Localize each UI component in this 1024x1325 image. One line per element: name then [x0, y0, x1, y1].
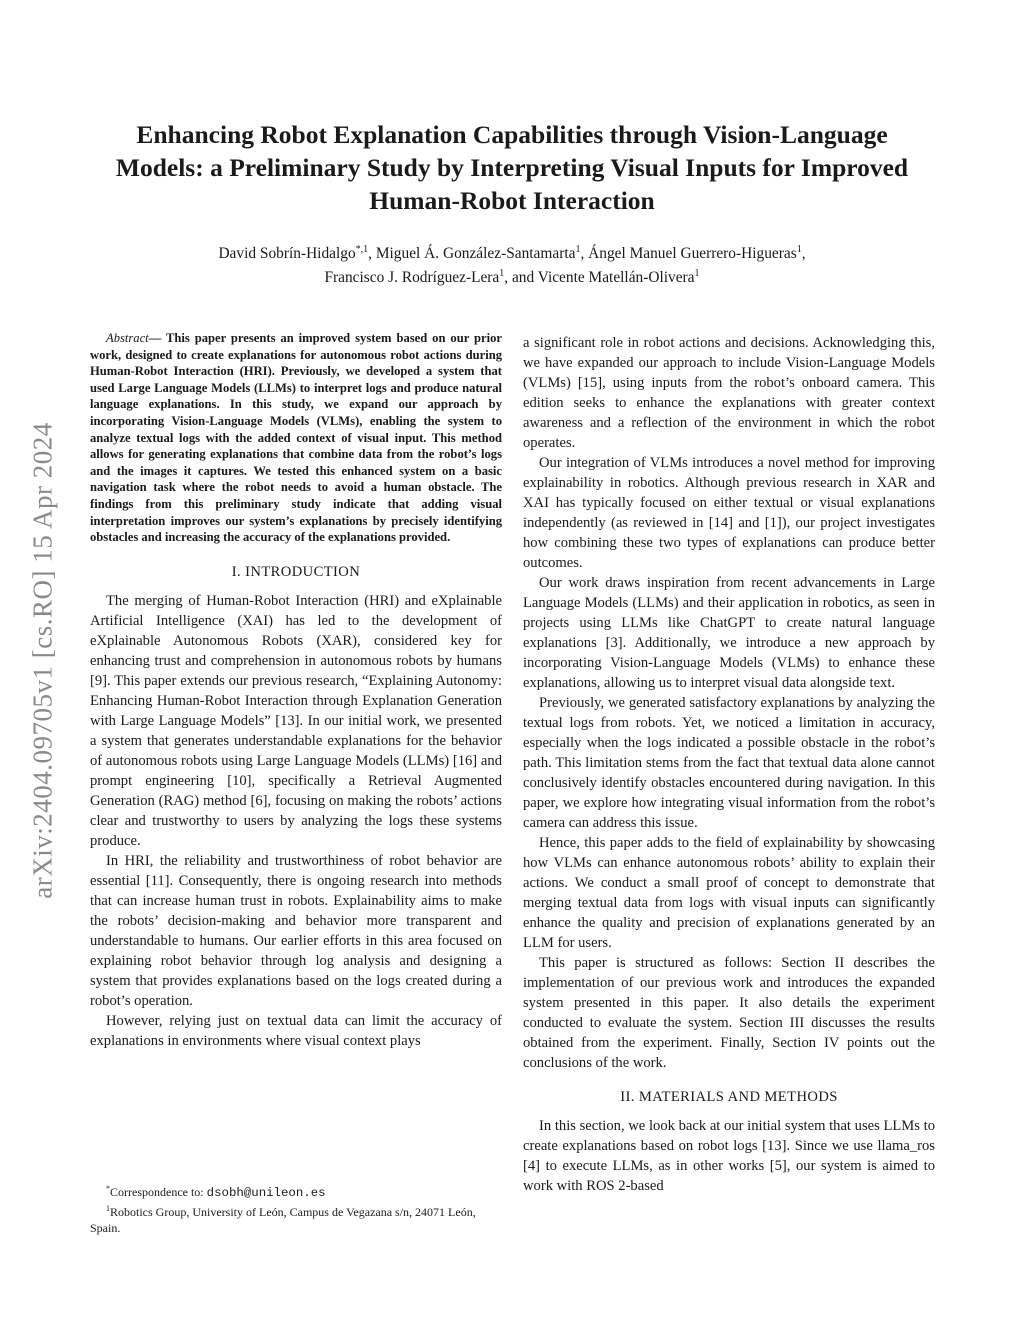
correspondence-email: dsobh@unileon.es	[206, 1186, 326, 1200]
paragraph: The merging of Human-Robot Interaction (HRI) and eXplainable Artificial Intelligence (XAI) has led to the development of eXplainable Autonomous Robots (XAR), considered key for enhancing trust and comprehension in autonomous robots by humans [9]. This paper extends our previous research, “Explaining Autonomy: Enhancing Human-Robot Interaction through Explanation Generation with Large Language Models” [13]. In our initial work, we presented a system that generates understandable explanations for the behavior of autonomous robots using Large Language Models (LLMs) [16] and prompt engineering [10], specifically a Retrieval Augmented Generation (RAG) method [6], focusing on making the robots’ actions clear and trustworthy to users by analyzing the logs these systems produce.	[90, 592, 502, 849]
author-line-2	[90, 266, 934, 290]
paragraph: In HRI, the reliability and trustworthiness of robot behavior are essential [11]. Consequently, there is ongoing research into methods that can increase human trust in robots. Explainability aims to make the robots’ decision-making and behavior more transparent and understandable to humans. Our earlier efforts in this area focused on explaining robot behavior through log analysis and designing a system that provides explanations based on the logs created during a robot’s operation.	[90, 852, 502, 1009]
paper-title: Enhancing Robot Explanation Capabilities through Vision-Language Models: a Preliminary Study by Interpreting Visual Inputs for Improved Human-Robot Interaction	[115, 120, 909, 215]
author-list	[90, 242, 934, 290]
author-affiliation-mark: 1	[694, 267, 700, 279]
footnote-affiliation: $^1$Robotics Group, University of León, Campus de Vegazana s/n, 24071 León, Spain.	[90, 1204, 476, 1235]
section-heading-introduction: I. INTRODUCTION	[231, 563, 361, 580]
left-column	[90, 330, 502, 1051]
paragraph: a significant role in robot actions and decisions. Acknowledging this, we have expanded our approach to include Vision-Language Models (VLMs) [15], using inputs from the robot’s onboard camera. This edition seeks to enhance the explanations with greater context awareness and a reflection of the environment in which the robot operates.	[523, 335, 935, 451]
section-heading-materials-and-methods: II. MATERIALS AND METHODS	[620, 1089, 838, 1105]
arxiv-identifier-text: arXiv:2404.09705v1 [cs.RO] 15 Apr 2024	[27, 421, 58, 899]
author-line-1: David Sobrín-Hidalgo$^{*,1}$, Miguel Á. González-Santamarta$^1$, Ángel Manuel Guerrero-Higueras$^1$,	[218, 243, 806, 262]
author-affiliation-mark: *,1	[355, 243, 369, 255]
arxiv-identifier-stamp	[28, 350, 58, 970]
footnote-correspondence: *Correspondence to: dsobh@unileon.es	[106, 1184, 326, 1200]
author-name: , Miguel Á. González-Santamarta	[368, 245, 576, 262]
author-affiliation-mark: 1	[575, 243, 581, 255]
abstract	[90, 330, 502, 546]
paragraph: This paper is structured as follows: Section II describes the implementation of our previous work and introduces the expanded system presented in this paper. It also details the experiment conducted to evaluate the system. Section III discusses the results obtained from the experiment. Finally, Section IV points out the conclusions of the work.	[523, 955, 935, 1071]
abstract-label: Abstract	[106, 331, 149, 345]
author-name: , Ángel Manuel Guerrero-Higueras	[580, 245, 797, 262]
paragraph: Our work draws inspiration from recent advancements in Large Language Models (LLMs) and their application in robotics, as seen in projects using LLMs like ChatGPT to create natural language explanations [3]. Additionally, we introduce a new approach by incorporating Vision-Language Models (VLMs) to enhance these explanations, allowing us to interpret visual data alongside text.	[523, 575, 935, 691]
paragraph: Previously, we generated satisfactory explanations by analyzing the textual logs from robots. Yet, we noticed a limitation in accuracy, especially when the logs indicated a possible obstacle in the robot’s path. This limitation stems from the fact that textual data alone cannot conclusively identify obstacles encountered during navigation. In this paper, we explore how integrating visual information from the robot’s camera can address this issue.	[523, 695, 935, 831]
paragraph: Our integration of VLMs introduces a novel method for improving explainability in robotics. Although previous research in XAR and XAI has typically focused on either textual or visual explanations independently (as reviewed in [14] and [1]), our project investigates how combining these two types of explanations can produce better outcomes.	[523, 455, 935, 571]
paragraph: In this section, we look back at our initial system that uses LLMs to create explanations based on robot logs [13]. Since we use llama_ros [4] to execute LLMs, as in other works [5], our system is aimed to work with ROS 2-based	[523, 1118, 935, 1194]
abstract-text: — This paper presents an improved system based on our prior work, designed to create explanations for autonomous robot actions during Human-Robot Interaction (HRI). Previously, we developed a system that used Large Language Models (LLMs) to interpret logs and produce natural language explanations. In this study, we expand our approach by incorporating Vision-Language Models (VLMs), enabling the system to analyze textual logs with the added context of visual input. This method allows for generating explanations that combine data from the robot’s logs and the images it captures. We tested this enhanced system on a basic navigation task where the robot needs to avoid a human obstacle. The findings from this preliminary study indicate that adding visual interpretation improves our system’s explanations by precisely identifying obstacles and increasing the accuracy of the explanations provided.	[90, 331, 502, 545]
author-affiliation-mark: 1	[796, 243, 802, 255]
footnotes	[90, 1181, 502, 1236]
author-name: , and Vicente Matellán-Olivera	[504, 269, 695, 286]
author-affiliation-mark: 1	[499, 267, 505, 279]
paragraph: Hence, this paper adds to the field of explainability by showcasing how VLMs can enhance autonomous robots’ ability to explain their actions. We conduct a small proof of concept to demonstrate that merging textual data from logs with visual inputs can significantly enhance the quality and precision of explanations generated by an LLM for users.	[523, 835, 935, 951]
right-column	[523, 333, 935, 1196]
author-name: Francisco J. Rodríguez-Lera	[324, 269, 500, 286]
author-name: David Sobrín-Hidalgo	[218, 245, 356, 262]
paragraph: However, relying just on textual data can limit the accuracy of explanations in environments where visual context plays	[90, 1012, 502, 1049]
